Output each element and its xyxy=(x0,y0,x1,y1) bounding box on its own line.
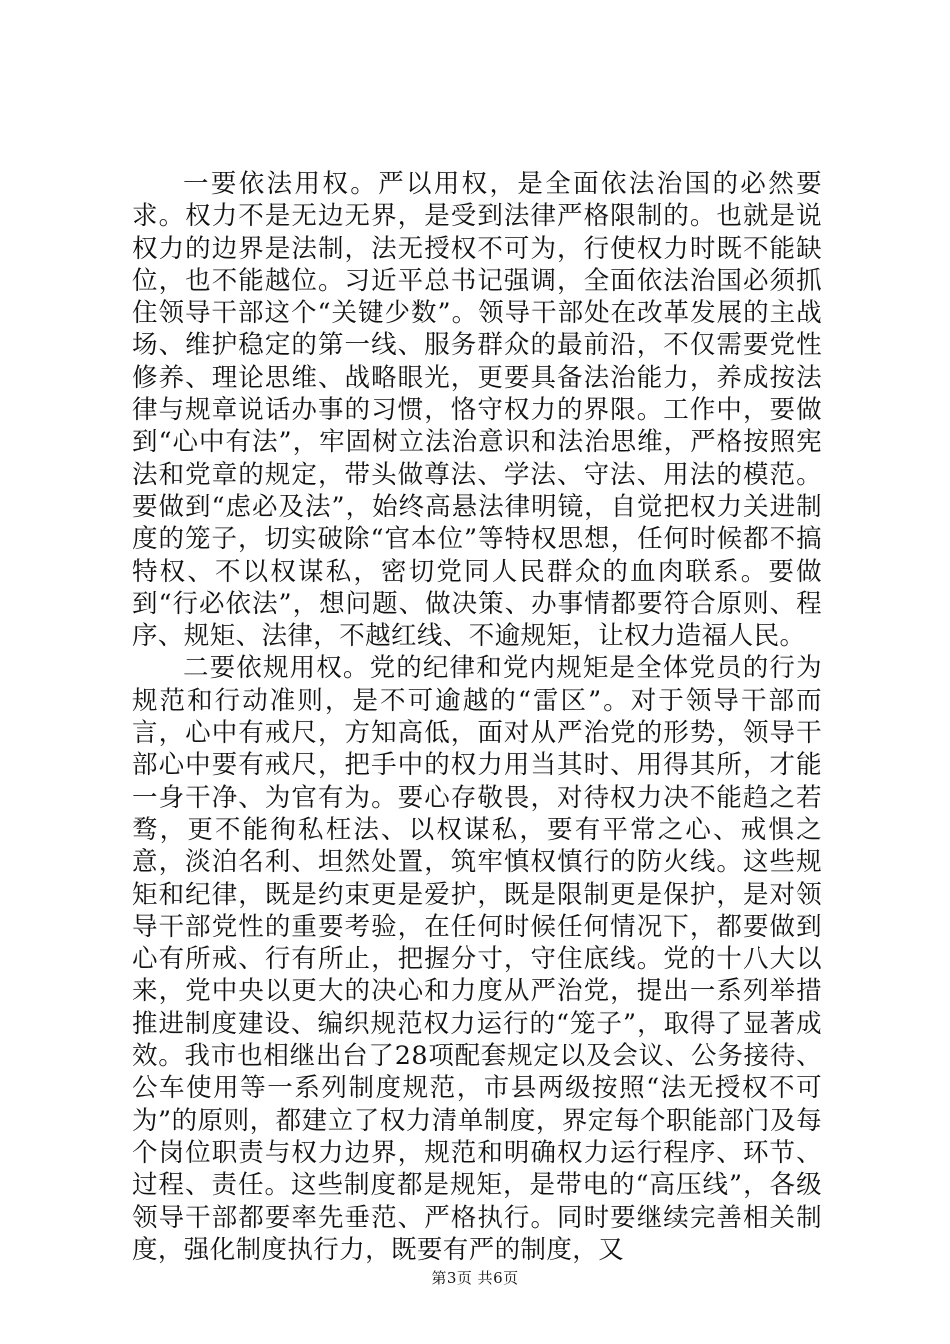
paragraph-1: 一要依法用权。严以用权，是全面依法治国的必然要求。权力不是无边无界，是受到法律严格限制的。也就是说权力的边界是法制，法无授权不可为，行使权力时既不能缺位，也不能越位。习近平总书记强调，全面依法治国必须抓住领导干部这个“关键少数”。领导干部处在改革发展的主战场、维护稳定的第一线、服务群众的最前沿，不仅需要党性修养、理论思维、战略眼光，更要具备法治能力，养成按法律与规章说话办事的习惯，恪守权力的界限。工作中，要做到“心中有法”，牢固树立法治意识和法治思维，严格按照宪法和党章的规定，带头做尊法、学法、守法、用法的模范。要做到“虑必及法”，始终高悬法律明镜，自觉把权力关进制度的笼子，切实破除“官本位”等特权思想，任何时候都不搞特权、不以权谋私，密切党同人民群众的血肉联系。要做到“行必依法”，想问题、做决策、办事情都要符合原则、程序、规矩、法律，不越红线、不逾规矩，让权力造福人民。 xyxy=(132,169,822,652)
paragraph-2: 二要依规用权。党的纪律和党内规矩是全体党员的行为规范和行动准则，是不可逾越的“雷区”。对于领导干部而言，心中有戒尺，方知高低，面对从严治党的形势，领导干部心中要有戒尺，把手中的权力用当其时、用得其所，才能一身干净、为官有为。要心存敬畏，对待权力决不能趋之若骛，更不能徇私枉法、以权谋私，要有平常之心、戒惧之意，淡泊名利、坦然处置，筑牢慎权慎行的防火线。这些规矩和纪律，既是约束更是爱护，既是限制更是保护，是对领导干部党性的重要考验，在任何时候任何情况下，都要做到心有所戒、行有所止，把握分寸，守住底线。党的十八大以来，党中央以更大的决心和力度从严治党，提出一系列举措推进制度建设、编织规范权力运行的“笼子”，取得了显著成效。我市也相继出台了28项配套规定以及会议、公务接待、公车使用等一系列制度规范，市县两级按照“法无授权不可为”的原则，都建立了权力清单制度，界定每个职能部门及每个岗位职责与权力边界，规范和明确权力运行程序、环节、过程、责任。这些制度都是规矩，是带电的“高压线”，各级领导干部都要率先垂范、严格执行。同时要继续完善相关制度，强化制度执行力，既要有严的制度，又 xyxy=(132,653,822,1265)
document-body xyxy=(132,168,822,1266)
page-number-footer: 第3页 共6页 xyxy=(431,1269,519,1287)
